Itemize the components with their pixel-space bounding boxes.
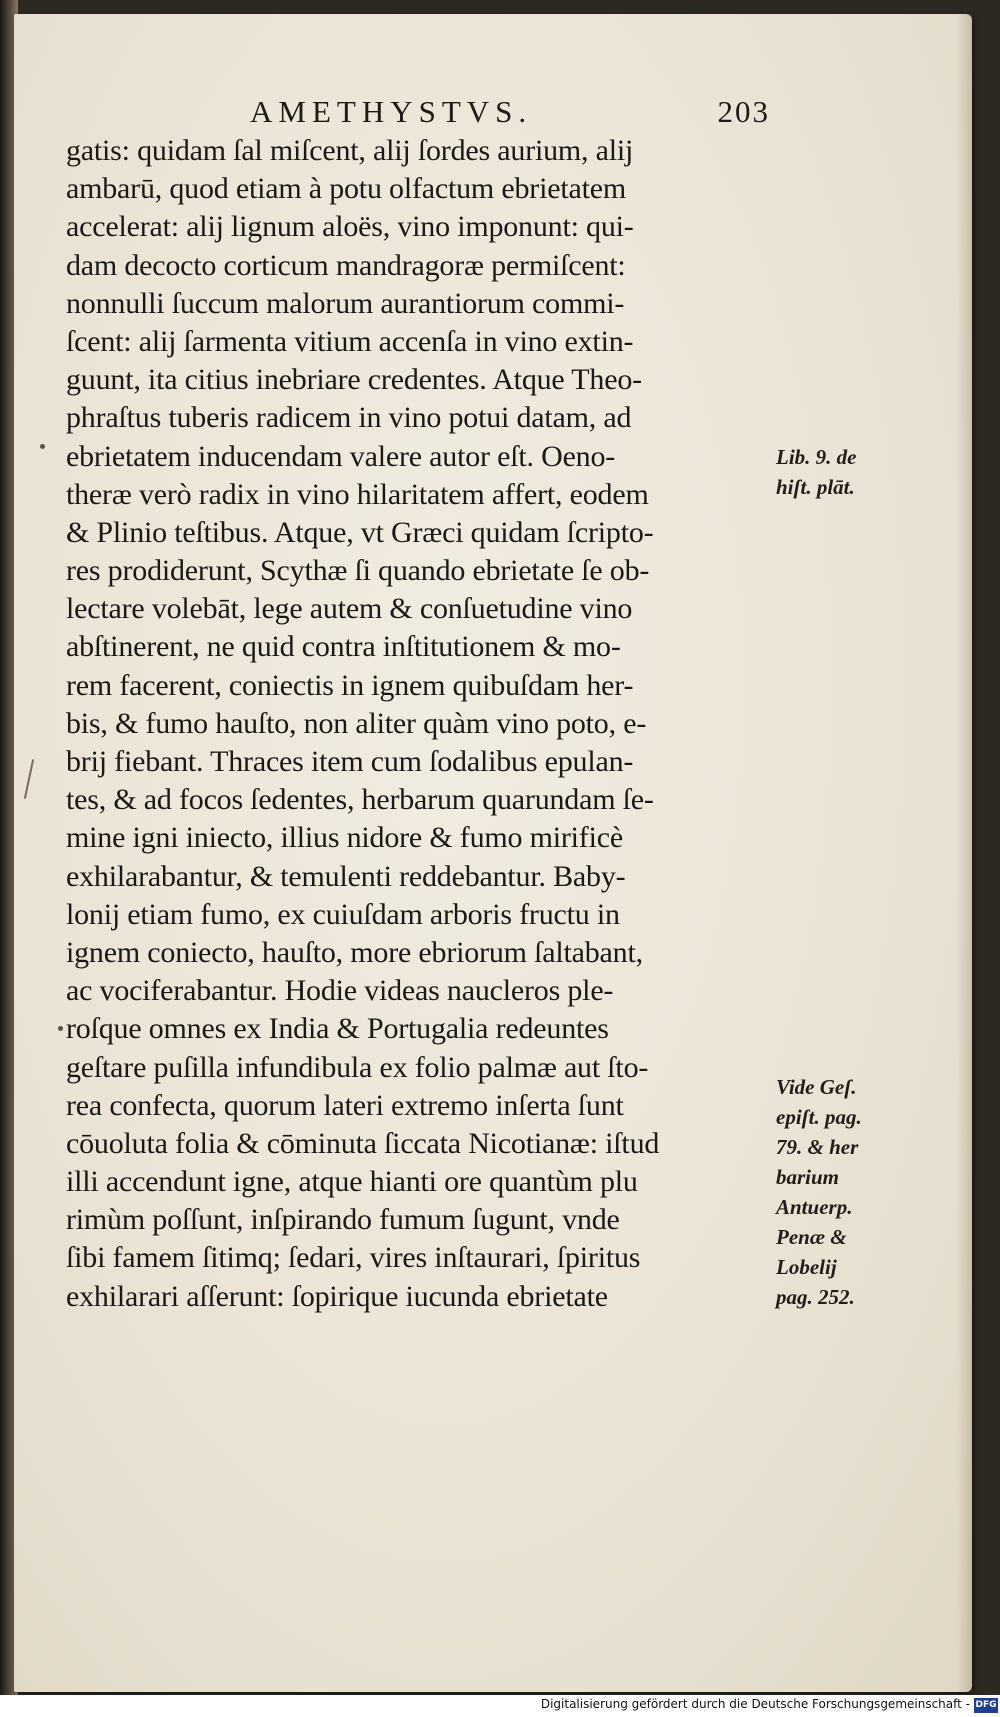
marginal-note-line: Lobelij <box>776 1255 837 1279</box>
marginal-note-line: Penæ & <box>776 1225 847 1249</box>
running-title: AMETHYSTVS. <box>250 94 533 129</box>
text-line: bis, & fumo hauſto, non aliter quàm vino poto, e- <box>66 706 647 740</box>
text-line: cōuoluta folia & cōminuta ſiccata Nicotianæ: iſtud <box>66 1126 660 1160</box>
page-crease <box>24 759 34 799</box>
text-line: ſibi famem ſitimq; ſedari, vires inſtaurari, ſpiritus <box>66 1241 641 1275</box>
marginal-note-line: Lib. 9. de <box>776 445 857 469</box>
text-line: ambarū, quod etiam à potu olfactum ebrietatem <box>66 172 626 206</box>
text-line: brij fiebant. Thraces item cum ſodalibus epulan- <box>66 745 634 778</box>
page-edge-shading <box>956 14 972 1692</box>
text-line: exhilarabantur, & temulenti reddebantur. Baby- <box>66 859 626 893</box>
marginal-note-line: pag. 252. <box>776 1285 855 1309</box>
text-line: nonnulli ſuccum malorum aurantiorum commi- <box>66 286 625 320</box>
text-line: res prodiderunt, Scythæ ſi quando ebrietate ſe ob- <box>66 554 650 588</box>
text-line: ebrietatem inducendam valere autor eſt. Oeno- <box>66 439 616 473</box>
main-text <box>66 132 766 1316</box>
text-line: geſtare puſilla infundibula ex folio palmæ aut ſto- <box>66 1050 649 1084</box>
text-line: accelerat: alij lignum aloës, vino imponunt: qui- <box>66 210 634 244</box>
marginal-note-line: 79. & her <box>776 1135 859 1159</box>
text-line: roſque omnes ex India & Portugalia redeuntes <box>66 1012 609 1046</box>
text-line: gatis: quidam ſal miſcent, alij ſordes aurium, alij <box>66 134 634 167</box>
marginal-note-line: barium <box>776 1165 840 1189</box>
marginal-note-2 <box>776 1072 906 1312</box>
text-line: ac vociferabantur. Hodie videas naucleros ple- <box>66 974 614 1008</box>
text-line: abſtinerent, ne quid contra inſtitutionem & mo- <box>66 630 621 664</box>
ink-speck <box>40 444 45 449</box>
text-line: phraſtus tuberis radicem in vino potui datam, ad <box>66 401 632 435</box>
footer-bar <box>0 1695 1000 1717</box>
text-line: dam decocto corticum mandragoræ permiſcent: <box>66 248 626 282</box>
marginal-note-line: epiſt. pag. <box>776 1105 862 1129</box>
text-line: mine igni iniecto, illius nidore & fumo mirificè <box>66 821 623 855</box>
text-line: rem facerent, coniectis in ignem quibuſdam her- <box>66 668 634 702</box>
text-line: theræ verò radix in vino hilaritatem affert, eodem <box>66 477 649 511</box>
marginal-note-line: hiſt. plāt. <box>776 475 855 499</box>
text-line: rea confecta, quorum lateri extremo inſerta ſunt <box>66 1088 624 1122</box>
running-head <box>250 94 770 134</box>
text-line: rimùm poſſunt, inſpirando fumum ſugunt, vnde <box>66 1203 620 1237</box>
book-page <box>14 14 972 1692</box>
text-line: lectare volebāt, lege autem & conſuetudine vino <box>66 592 633 626</box>
text-line: ſcent: alij ſarmenta vitium accenſa in vino extin- <box>66 324 634 358</box>
marginal-note-line: Antuerp. <box>776 1195 853 1219</box>
text-line: tes, & ad focos ſedentes, herbarum quarundam ſe- <box>66 783 654 817</box>
funding-credit: Digitalisierung gefördert durch die Deutsche Forschungsgemeinschaft - <box>540 1697 970 1711</box>
page-number: 203 <box>717 94 770 129</box>
text-line: exhilarari aſſerunt: ſopirique iucunda ebrietate <box>66 1279 608 1313</box>
text-line: guunt, ita citius inebriare credentes. Atque Theo- <box>66 363 642 397</box>
text-line: lonij etiam fumo, ex cuiuſdam arboris fructu in <box>66 897 620 931</box>
marginal-note-line: Vide Geſ. <box>776 1075 857 1099</box>
dfg-logo: DFG <box>974 1698 998 1713</box>
ink-speck <box>58 1026 63 1031</box>
text-line: ignem coniecto, hauſto, more ebriorum ſaltabant, <box>66 935 643 969</box>
text-line: illi accendunt igne, atque hianti ore quantùm plu <box>66 1165 638 1199</box>
marginal-note-1 <box>776 442 906 502</box>
text-line: & Plinio teſtibus. Atque, vt Græci quidam ſcripto- <box>66 515 654 549</box>
